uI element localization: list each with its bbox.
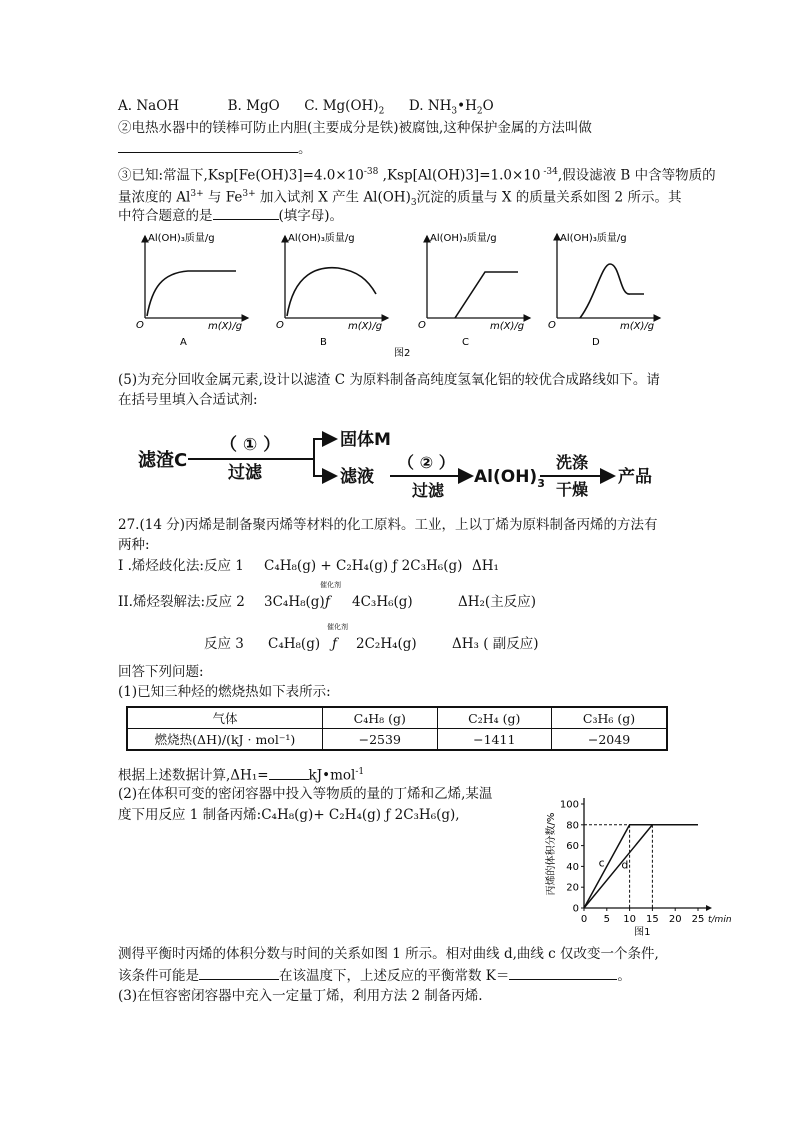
table-cell: −1411 [437, 729, 552, 751]
reaction-3-arrow: ƒ [332, 636, 337, 652]
reaction-2-arrow: ƒ [325, 594, 330, 610]
fig1-curve-label-d: d [621, 858, 629, 872]
table-header: C₃H₆ (g) [552, 707, 667, 729]
fig1-y-tick-label: 60 [566, 841, 579, 853]
answer-prompt: 回答下列问题: [118, 664, 204, 680]
q2b-line1: (2)在体积可变的密闭容器中投入等物质的量的丁烯和乙烯,某温 [118, 786, 493, 802]
fig2-xlabel-a: m(X)/g [208, 321, 243, 332]
fig1-x-arrow [706, 905, 712, 911]
q3-line1: ③已知:常温下$,Ksp[Fe(OH)3]=4.0\times 10^{-38}$ ,Ksp[Al(OH)3]=1.0×10 $^{-34}$,假设滤液 B 中含等物质的 [118, 167, 716, 184]
flow-branch-top: 固体M [340, 430, 391, 450]
fig2-panel-label-d: D [592, 337, 600, 348]
flow-start: 滤渣C [138, 450, 188, 471]
reaction-3-catalyst: 催化剂 [327, 623, 348, 631]
fig1-x-tick-label: 10 [623, 914, 636, 925]
flow-step3-top: 洗涤 [556, 453, 589, 472]
table-cell: −2049 [552, 729, 667, 751]
q5-line1: (5)为充分回收金属元素,设计以滤渣 C 为原料制备高纯度氢氧化铝的较优合成路线如下。请 [118, 372, 660, 388]
fig1-curve-label-c: c [598, 856, 605, 870]
fig2-curve-a [147, 271, 236, 316]
fig2-panel-label-a: A [180, 337, 187, 348]
fig2-panel-b [276, 231, 388, 348]
table-row [127, 729, 667, 751]
flow-branch-bottom: 滤液 [340, 467, 374, 487]
fig2-xlabel-b: m(X)/g [348, 321, 383, 332]
reaction-1-dh: ΔH₁ [472, 558, 499, 574]
synthesis-flowchart [128, 414, 668, 506]
q2b-line5: (3)在恒容密闭容器中充入一定量丁烯，利用方法 2 制备丙烯. [118, 988, 483, 1004]
reaction-1-label: I .烯烃歧化法:反应 1 [118, 558, 244, 574]
fig2-origin-c: O [418, 320, 426, 331]
flow-step2-reagent: （ ② ） [398, 453, 455, 472]
answer-blank[interactable] [213, 205, 279, 220]
fig1-y-tick-label: 80 [566, 820, 579, 832]
flow-product: 产品 [618, 467, 652, 487]
reaction-3-dh: ΔH₃ ( 副反应) [452, 636, 539, 652]
q1-calc-line: 根据上述数据计算,ΔH₁= kJ•mol$^{-1}$ [118, 762, 364, 786]
fig2-panel-c [418, 231, 530, 348]
q1-text: (1)已知三种烃的燃烧热如下表所示: [118, 684, 331, 700]
table-header: C₄H₈ (g) [323, 707, 438, 729]
combustion-heat-table [126, 706, 668, 751]
flow-step3-bottom: 干燥 [556, 480, 589, 499]
answer-blank[interactable] [269, 765, 309, 780]
option-d: D. $NH_3•H_2O$ [408, 98, 494, 117]
reaction-2-label: II.烯烃裂解法:反应 2 [118, 594, 245, 610]
fig2-origin-d: O [548, 320, 556, 331]
q2-line1: ②电热水器中的镁棒可防止内胆(主要成分是铁)被腐蚀,这种保护金属的方法叫做 [118, 120, 592, 136]
fig2-origin-b: O [276, 320, 284, 331]
q3-line2: 量浓度的 $Al^{3+}$ 与 $Fe^{3+}$ 加入试剂 X 产生 $Al(OH)_3$沉淀的质量与 X 的质量关系如图 2 所示。其 [118, 189, 682, 209]
fig2-panel-d [548, 231, 660, 348]
fig2-ylabel-a: Al(OH)₃质量/g [148, 233, 215, 244]
answer-blank[interactable] [509, 965, 617, 980]
flow-step1-op: 过滤 [228, 463, 262, 483]
fig2-panel-a [136, 231, 248, 348]
fig1-y-tick-label: 40 [566, 861, 579, 873]
fig1-y-tick-label: 100 [559, 799, 579, 811]
fig1-caption: 图1 [634, 927, 651, 938]
table-cell: −2539 [323, 729, 438, 751]
flow-step1-reagent: （ ① ） [220, 435, 281, 455]
fig1-x-tick-label: 25 [691, 914, 705, 925]
q2b-line4: 该条件可能是 在该温度下，上述反应的平衡常数 K＝ 。 [118, 965, 631, 986]
q2b-line3: 测得平衡时丙烯的体积分数与时间的关系如图 1 所示。相对曲线 d,曲线 c 仅改变一个条件, [118, 946, 659, 962]
fig1-y-tick-label: 20 [566, 882, 579, 894]
q27-line2: 两种: [118, 537, 150, 553]
q27-line1: 27.(14 分)丙烯是制备聚丙烯等材料的化工原料。工业，上以丁烯为原料制备丙烯的方法有 [118, 517, 658, 533]
fig2-xlabel-d: m(X)/g [620, 321, 655, 332]
table-header: C₂H₄ (g) [437, 707, 552, 729]
fig2-caption: 图2 [394, 348, 411, 359]
q3-line3: 中符合题意的是 (填字母)。 [118, 205, 343, 226]
reaction-3-right: 2C₂H₄(g) [356, 636, 417, 652]
fig2-origin-a: O [136, 320, 144, 331]
q2b-line2: 度下用反应 1 制备丙烯:C₄H₈(g)+ C₂H₄(g) ƒ 2C₃H₆(g), [118, 807, 460, 823]
reaction-2-catalyst: 催化剂 [320, 581, 341, 589]
fig2-panel-label-b: B [320, 337, 327, 348]
fig2-xlabel-c: m(X)/g [490, 321, 525, 332]
table-header: 气体 [127, 707, 323, 729]
reaction-3-left: C₄H₈(g) [268, 636, 321, 652]
fig1-y-tick-label: 0 [572, 903, 579, 915]
fig2-curve-d [580, 264, 644, 318]
fig2-ylabel-b: Al(OH)₃质量/g [288, 233, 355, 244]
reaction-2-dh: ΔH₂(主反应) [458, 594, 536, 610]
reaction-1-equation: C₄H₈(g) + C₂H₄(g) ƒ 2C₃H₆(g) [264, 558, 463, 574]
option-c: C. $Mg(OH)_2$ [304, 98, 385, 117]
q2-line2: 。 [118, 138, 312, 159]
figure-1-chart [540, 788, 740, 938]
reaction-2-left: 3C₄H₈(g) [264, 594, 325, 610]
answer-blank[interactable] [199, 965, 279, 980]
reaction-2-right: 4C₃H₆(g) [352, 594, 413, 610]
fig2-curve-c [455, 272, 518, 318]
fig2-curve-b [287, 268, 376, 316]
table-row-label: 燃烧热(ΔH)/(kJ · mol⁻¹) [127, 729, 323, 751]
reaction-3-label: 反应 3 [204, 636, 244, 652]
fig1-x-axis-label: t/min [708, 915, 732, 925]
fig2-ylabel-d: Al(OH)₃质量/g [560, 233, 627, 244]
answer-blank[interactable] [118, 138, 298, 153]
flow-step2-op: 过滤 [412, 481, 445, 500]
table-header-row [127, 707, 667, 729]
q5-line2: 在括号里填入合适试剂: [118, 392, 258, 408]
flow-intermediate: $Al(OH)_3$ [474, 467, 545, 490]
fig1-x-tick-label: 0 [580, 914, 588, 925]
fig1-x-tick-label: 15 [646, 914, 659, 925]
fig1-x-tick-label: 5 [603, 914, 610, 925]
fig1-x-tick-label: 20 [668, 914, 682, 925]
option-a: A. NaOH [118, 98, 180, 114]
fig1-y-axis-label: 丙烯的体积分数/% [546, 812, 557, 896]
figure-2 [128, 228, 668, 360]
fig2-ylabel-c: Al(OH)₃质量/g [430, 233, 497, 244]
option-b: B. MgO [227, 98, 280, 114]
fig2-panel-label-c: C [462, 337, 469, 348]
